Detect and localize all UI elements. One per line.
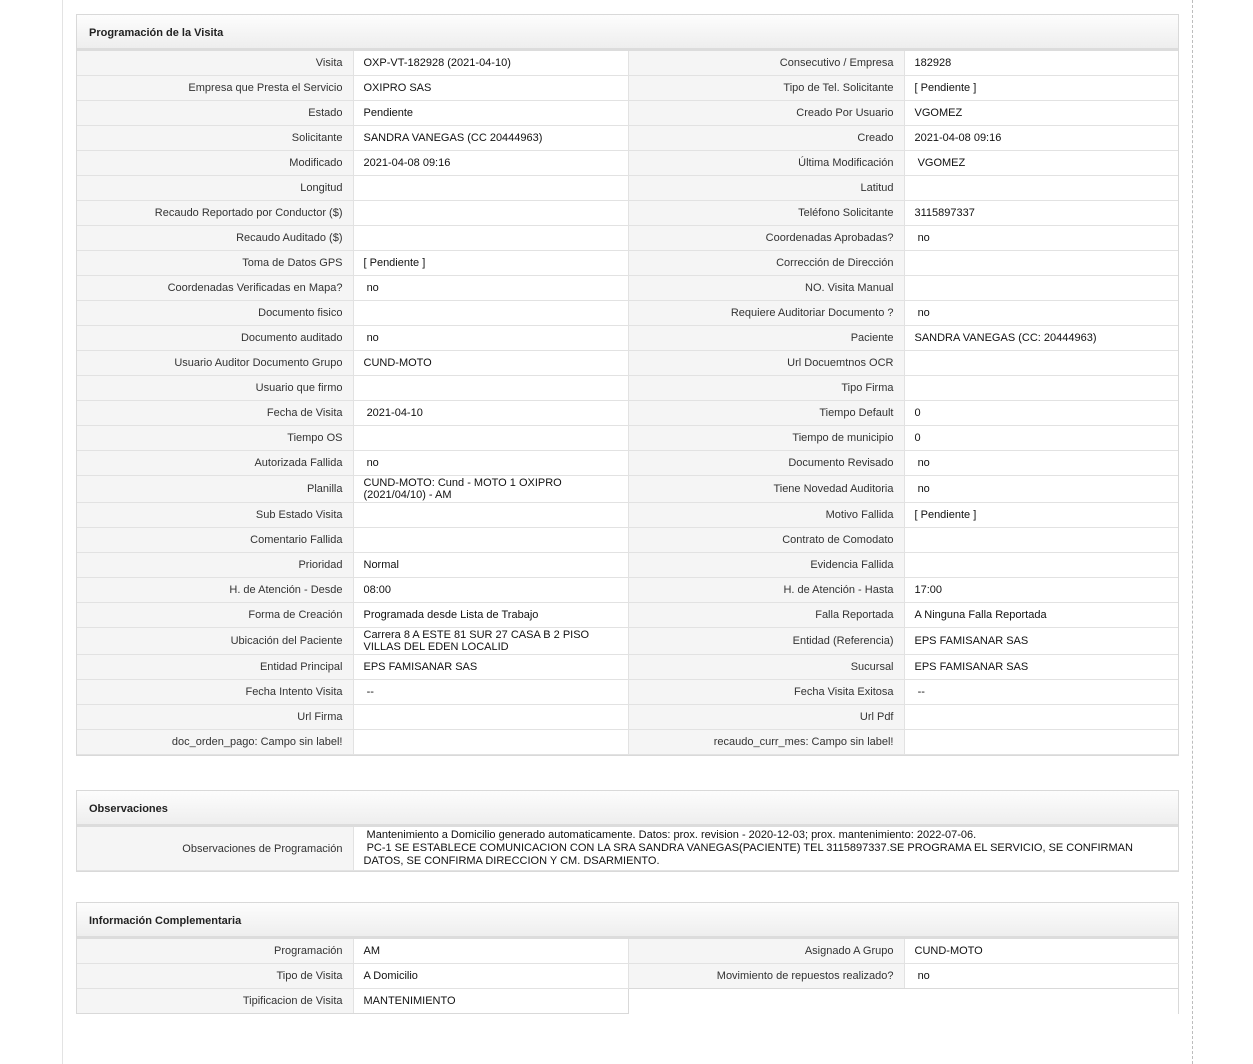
field-value-tiene-novedad-auditoria: no bbox=[904, 476, 1178, 503]
field-label-entidad-principal: Entidad Principal bbox=[77, 655, 353, 680]
field-label-tipo-firma: Tipo Firma bbox=[628, 376, 904, 401]
observaciones-line-2: PC-1 SE ESTABLECE COMUNICACION CON LA SRA SANDRA VANEGAS(PACIENTE) TEL 3115897337.SE PROGRAMA EL SERVICIO, SE CONFIRMAN DATOS, SE CONFIRMA DIRECCION Y CM. DSARMIENTO. bbox=[363, 842, 1136, 867]
field-value-coordenadas-verificadas-en-mapa: no bbox=[353, 276, 628, 301]
field-label-url-docuemtnos-ocr: Url Docuemtnos OCR bbox=[628, 351, 904, 376]
field-value-sub-estado-visita bbox=[353, 503, 628, 528]
table-row bbox=[77, 276, 1178, 301]
field-value-solicitante: SANDRA VANEGAS (CC 20444963) bbox=[353, 126, 628, 151]
field-label-sub-estado-visita: Sub Estado Visita bbox=[77, 503, 353, 528]
field-value-documento-auditado: no bbox=[353, 326, 628, 351]
field-value-tiempo-de-municipio: 0 bbox=[904, 426, 1178, 451]
table-row bbox=[77, 376, 1178, 401]
field-value-doc-orden-pago-campo-sin-label bbox=[353, 730, 628, 755]
field-label-tipificacion-de-visita: Tipificacion de Visita bbox=[77, 989, 353, 1014]
field-label-tiene-novedad-auditoria: Tiene Novedad Auditoria bbox=[628, 476, 904, 503]
table-row bbox=[77, 680, 1178, 705]
table-row bbox=[77, 151, 1178, 176]
table-row bbox=[77, 176, 1178, 201]
field-value-h-de-atencion-hasta: 17:00 bbox=[904, 578, 1178, 603]
observaciones-title: Observaciones bbox=[77, 791, 1178, 827]
field-value-motivo-fallida: [ Pendiente ] bbox=[904, 503, 1178, 528]
field-value-url-pdf bbox=[904, 705, 1178, 730]
field-value-forma-de-creacion: Programada desde Lista de Trabajo bbox=[353, 603, 628, 628]
empty-cell bbox=[904, 989, 1178, 1014]
observaciones-label: Observaciones de Programación bbox=[77, 827, 353, 871]
field-value-no-visita-manual bbox=[904, 276, 1178, 301]
field-label-forma-de-creacion: Forma de Creación bbox=[77, 603, 353, 628]
field-label-url-firma: Url Firma bbox=[77, 705, 353, 730]
field-value-recaudo-reportado-por-conductor bbox=[353, 201, 628, 226]
field-label-latitud: Latitud bbox=[628, 176, 904, 201]
field-value-consecutivo-empresa: 182928 bbox=[904, 51, 1178, 76]
field-value-requiere-auditoriar-documento: no bbox=[904, 301, 1178, 326]
programacion-panel bbox=[76, 14, 1179, 756]
field-label-contrato-de-comodato: Contrato de Comodato bbox=[628, 528, 904, 553]
field-value-correccion-de-direccion bbox=[904, 251, 1178, 276]
field-value-telefono-solicitante: 3115897337 bbox=[904, 201, 1178, 226]
field-value-coordenadas-aprobadas: no bbox=[904, 226, 1178, 251]
field-label-ultima-modificacion: Última Modificación bbox=[628, 151, 904, 176]
field-label-visita: Visita bbox=[77, 51, 353, 76]
field-label-evidencia-fallida: Evidencia Fallida bbox=[628, 553, 904, 578]
observaciones-panel bbox=[76, 790, 1179, 872]
table-row bbox=[77, 503, 1178, 528]
field-value-evidencia-fallida bbox=[904, 553, 1178, 578]
table-row bbox=[77, 326, 1178, 351]
observaciones-line-1: Mantenimiento a Domicilio generado automaticamente. Datos: prox. revision - 2020-12-03; prox. mantenimiento: 2022-07-06. bbox=[363, 829, 977, 841]
field-label-tiempo-os: Tiempo OS bbox=[77, 426, 353, 451]
table-row bbox=[77, 76, 1178, 101]
field-label-requiere-auditoriar-documento: Requiere Auditoriar Documento ? bbox=[628, 301, 904, 326]
field-label-movimiento-de-repuestos-realizado: Movimiento de repuestos realizado? bbox=[628, 964, 904, 989]
table-row bbox=[77, 226, 1178, 251]
field-label-telefono-solicitante: Teléfono Solicitante bbox=[628, 201, 904, 226]
field-value-ubicacion-del-paciente: Carrera 8 A ESTE 81 SUR 27 CASA B 2 PISO VILLAS DEL EDEN LOCALID bbox=[353, 628, 628, 655]
table-row bbox=[77, 603, 1178, 628]
field-label-autorizada-fallida: Autorizada Fallida bbox=[77, 451, 353, 476]
field-label-longitud: Longitud bbox=[77, 176, 353, 201]
field-label-usuario-que-firmo: Usuario que firmo bbox=[77, 376, 353, 401]
field-label-asignado-a-grupo: Asignado A Grupo bbox=[628, 939, 904, 964]
field-value-recaudo-auditado bbox=[353, 226, 628, 251]
field-label-creado-por-usuario: Creado Por Usuario bbox=[628, 101, 904, 126]
field-label-fecha-visita-exitosa: Fecha Visita Exitosa bbox=[628, 680, 904, 705]
field-value-movimiento-de-repuestos-realizado: no bbox=[904, 964, 1178, 989]
field-value-tipo-de-visita: A Domicilio bbox=[353, 964, 628, 989]
table-row bbox=[77, 705, 1178, 730]
field-value-estado: Pendiente bbox=[353, 101, 628, 126]
field-label-recaudo-curr-mes-campo-sin-label: recaudo_curr_mes: Campo sin label! bbox=[628, 730, 904, 755]
table-row bbox=[77, 628, 1178, 655]
complementaria-title: Información Complementaria bbox=[77, 903, 1178, 939]
field-value-h-de-atencion-desde: 08:00 bbox=[353, 578, 628, 603]
field-value-creado-por-usuario: VGOMEZ bbox=[904, 101, 1178, 126]
field-label-tiempo-de-municipio: Tiempo de municipio bbox=[628, 426, 904, 451]
page-left-border bbox=[62, 0, 63, 1064]
field-value-tiempo-os bbox=[353, 426, 628, 451]
field-label-tipo-de-visita: Tipo de Visita bbox=[77, 964, 353, 989]
field-label-comentario-fallida: Comentario Fallida bbox=[77, 528, 353, 553]
complementaria-panel bbox=[76, 902, 1179, 1014]
table-row bbox=[77, 451, 1178, 476]
field-value-prioridad: Normal bbox=[353, 553, 628, 578]
field-value-tipo-de-tel-solicitante: [ Pendiente ] bbox=[904, 76, 1178, 101]
field-value-url-firma bbox=[353, 705, 628, 730]
field-value-falla-reportada: A Ninguna Falla Reportada bbox=[904, 603, 1178, 628]
field-value-paciente: SANDRA VANEGAS (CC: 20444963) bbox=[904, 326, 1178, 351]
field-label-fecha-de-visita: Fecha de Visita bbox=[77, 401, 353, 426]
field-label-correccion-de-direccion: Corrección de Dirección bbox=[628, 251, 904, 276]
programacion-title: Programación de la Visita bbox=[77, 15, 1178, 51]
field-value-tiempo-default: 0 bbox=[904, 401, 1178, 426]
table-row bbox=[77, 655, 1178, 680]
field-value-sucursal: EPS FAMISANAR SAS bbox=[904, 655, 1178, 680]
field-label-modificado: Modificado bbox=[77, 151, 353, 176]
table-row bbox=[77, 553, 1178, 578]
observaciones-table bbox=[77, 827, 1178, 871]
field-label-falla-reportada: Falla Reportada bbox=[628, 603, 904, 628]
programacion-table bbox=[77, 51, 1178, 755]
table-row bbox=[77, 730, 1178, 755]
field-value-documento-revisado: no bbox=[904, 451, 1178, 476]
field-value-tipificacion-de-visita: MANTENIMIENTO bbox=[353, 989, 628, 1014]
field-label-usuario-auditor-documento-grupo: Usuario Auditor Documento Grupo bbox=[77, 351, 353, 376]
table-row bbox=[77, 401, 1178, 426]
field-value-contrato-de-comodato bbox=[904, 528, 1178, 553]
field-label-fecha-intento-visita: Fecha Intento Visita bbox=[77, 680, 353, 705]
field-label-motivo-fallida: Motivo Fallida bbox=[628, 503, 904, 528]
table-row bbox=[77, 51, 1178, 76]
field-value-fecha-intento-visita: -- bbox=[353, 680, 628, 705]
table-row bbox=[77, 301, 1178, 326]
field-label-toma-de-datos-gps: Toma de Datos GPS bbox=[77, 251, 353, 276]
table-row bbox=[77, 578, 1178, 603]
field-label-h-de-atencion-hasta: H. de Atención - Hasta bbox=[628, 578, 904, 603]
table-row bbox=[77, 251, 1178, 276]
field-label-estado: Estado bbox=[77, 101, 353, 126]
field-label-creado: Creado bbox=[628, 126, 904, 151]
field-value-toma-de-datos-gps: [ Pendiente ] bbox=[353, 251, 628, 276]
field-label-url-pdf: Url Pdf bbox=[628, 705, 904, 730]
field-value-modificado: 2021-04-08 09:16 bbox=[353, 151, 628, 176]
field-value-longitud bbox=[353, 176, 628, 201]
field-label-tipo-de-tel-solicitante: Tipo de Tel. Solicitante bbox=[628, 76, 904, 101]
field-label-documento-fisico: Documento fisico bbox=[77, 301, 353, 326]
field-label-recaudo-auditado: Recaudo Auditado ($) bbox=[77, 226, 353, 251]
field-label-no-visita-manual: NO. Visita Manual bbox=[628, 276, 904, 301]
field-value-url-docuemtnos-ocr bbox=[904, 351, 1178, 376]
field-value-autorizada-fallida: no bbox=[353, 451, 628, 476]
table-row bbox=[77, 528, 1178, 553]
field-label-empresa-que-presta-el-servicio: Empresa que Presta el Servicio bbox=[77, 76, 353, 101]
field-label-doc-orden-pago-campo-sin-label: doc_orden_pago: Campo sin label! bbox=[77, 730, 353, 755]
table-row bbox=[77, 101, 1178, 126]
field-value-fecha-visita-exitosa: -- bbox=[904, 680, 1178, 705]
field-label-ubicacion-del-paciente: Ubicación del Paciente bbox=[77, 628, 353, 655]
table-row bbox=[77, 989, 1178, 1014]
table-row bbox=[77, 827, 1178, 871]
field-label-coordenadas-verificadas-en-mapa: Coordenadas Verificadas en Mapa? bbox=[77, 276, 353, 301]
table-row bbox=[77, 426, 1178, 451]
table-row bbox=[77, 351, 1178, 376]
field-label-h-de-atencion-desde: H. de Atención - Desde bbox=[77, 578, 353, 603]
complementaria-table bbox=[77, 939, 1179, 1014]
field-value-programacion: AM bbox=[353, 939, 628, 964]
table-row bbox=[77, 126, 1178, 151]
page-right-dashed-border bbox=[1192, 0, 1193, 1064]
table-row bbox=[77, 201, 1178, 226]
field-label-consecutivo-empresa: Consecutivo / Empresa bbox=[628, 51, 904, 76]
field-label-solicitante: Solicitante bbox=[77, 126, 353, 151]
table-row bbox=[77, 964, 1178, 989]
field-value-entidad-principal: EPS FAMISANAR SAS bbox=[353, 655, 628, 680]
field-value-fecha-de-visita: 2021-04-10 bbox=[353, 401, 628, 426]
field-value-asignado-a-grupo: CUND-MOTO bbox=[904, 939, 1178, 964]
field-value-usuario-auditor-documento-grupo: CUND-MOTO bbox=[353, 351, 628, 376]
field-label-programacion: Programación bbox=[77, 939, 353, 964]
field-value-ultima-modificacion: VGOMEZ bbox=[904, 151, 1178, 176]
field-value-comentario-fallida bbox=[353, 528, 628, 553]
field-value-tipo-firma bbox=[904, 376, 1178, 401]
field-label-entidad-referencia: Entidad (Referencia) bbox=[628, 628, 904, 655]
field-label-tiempo-default: Tiempo Default bbox=[628, 401, 904, 426]
field-value-visita: OXP-VT-182928 (2021-04-10) bbox=[353, 51, 628, 76]
field-label-documento-revisado: Documento Revisado bbox=[628, 451, 904, 476]
empty-cell bbox=[628, 989, 904, 1014]
field-label-recaudo-reportado-por-conductor: Recaudo Reportado por Conductor ($) bbox=[77, 201, 353, 226]
observaciones-value bbox=[353, 827, 1178, 871]
field-label-planilla: Planilla bbox=[77, 476, 353, 503]
field-label-prioridad: Prioridad bbox=[77, 553, 353, 578]
field-value-documento-fisico bbox=[353, 301, 628, 326]
field-value-recaudo-curr-mes-campo-sin-label bbox=[904, 730, 1178, 755]
table-row bbox=[77, 476, 1178, 503]
field-value-entidad-referencia: EPS FAMISANAR SAS bbox=[904, 628, 1178, 655]
field-label-sucursal: Sucursal bbox=[628, 655, 904, 680]
field-label-documento-auditado: Documento auditado bbox=[77, 326, 353, 351]
field-value-creado: 2021-04-08 09:16 bbox=[904, 126, 1178, 151]
field-label-paciente: Paciente bbox=[628, 326, 904, 351]
field-value-empresa-que-presta-el-servicio: OXIPRO SAS bbox=[353, 76, 628, 101]
field-label-coordenadas-aprobadas: Coordenadas Aprobadas? bbox=[628, 226, 904, 251]
field-value-planilla: CUND-MOTO: Cund - MOTO 1 OXIPRO (2021/04/10) - AM bbox=[353, 476, 628, 503]
field-value-latitud bbox=[904, 176, 1178, 201]
table-row bbox=[77, 939, 1178, 964]
field-value-usuario-que-firmo bbox=[353, 376, 628, 401]
